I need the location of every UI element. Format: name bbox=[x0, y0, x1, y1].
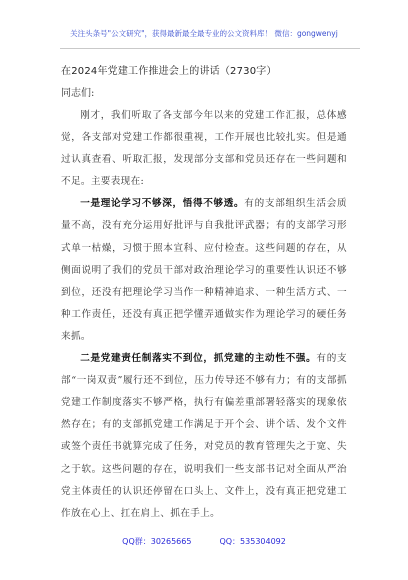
greeting: 同志们: bbox=[61, 88, 95, 99]
section-2-paragraph bbox=[61, 348, 347, 525]
footer-qq-group: QQ群：30265665 bbox=[122, 537, 192, 546]
section-2-heading: 二是党建责任制落实不到位，抓党建的主动性不强。 bbox=[80, 353, 317, 365]
section-1-body: 有的支部组织生活会质量不高，没有充分运用好批评与自我批评武器；有的支部学习形式单一枯燥，习惯于照本宣科、应付检查。这些问题的存在，从侧面说明了我们的党员干部对政治理论学习的重要性认识还不够到位，还没有把理论学习当作一种精神追求、一种生活方式、一种工作责任，还没有真正把学懂弄通做实作为理论学习的硬任务来抓。 bbox=[61, 198, 347, 342]
page-footer bbox=[0, 536, 408, 547]
section-1-heading: 一是理论学习不够深，悟得不够透。 bbox=[80, 198, 245, 210]
header-divider bbox=[60, 48, 360, 49]
section-2-body: 有的支部“一岗双责”履行还不到位，压力传导还不够有力；有的支部抓党建工作制度落实不够严格，执行有偏差重部署轻落实的现象依然存在；有的支部抓党建工作满足于开个会、讲个话、发个文件或签个责任书就算完成了任务，对党员的教育管理失之于宽、失之于软。这些问题的存在，说明我们一些支部书记对全面从严治党主体责任的认识还停留在口头上、文件上，没有真正把党建工作放在心上、扛在肩上、抓在手上。 bbox=[61, 353, 347, 519]
intro-paragraph: 刚才，我们听取了各支部今年以来的党建工作汇报，总体感觉，各支部对党建工作都很重视，工作开展也比较扎实。但是通过认真查看、听取汇报，发现部分支部和党员还存在一些问题和不足。主要表现在: bbox=[61, 110, 347, 188]
footer-qq: QQ：535304092 bbox=[219, 537, 286, 546]
document-title: 在2024年党建工作推进会上的讲话（2730字） bbox=[61, 66, 277, 77]
document-body bbox=[61, 61, 347, 525]
section-1-paragraph bbox=[61, 193, 347, 348]
page-header: 关注头条号"公文研究"，获得最新最全最专业的公文资料库！ 微信：gongwenyj bbox=[70, 29, 338, 38]
